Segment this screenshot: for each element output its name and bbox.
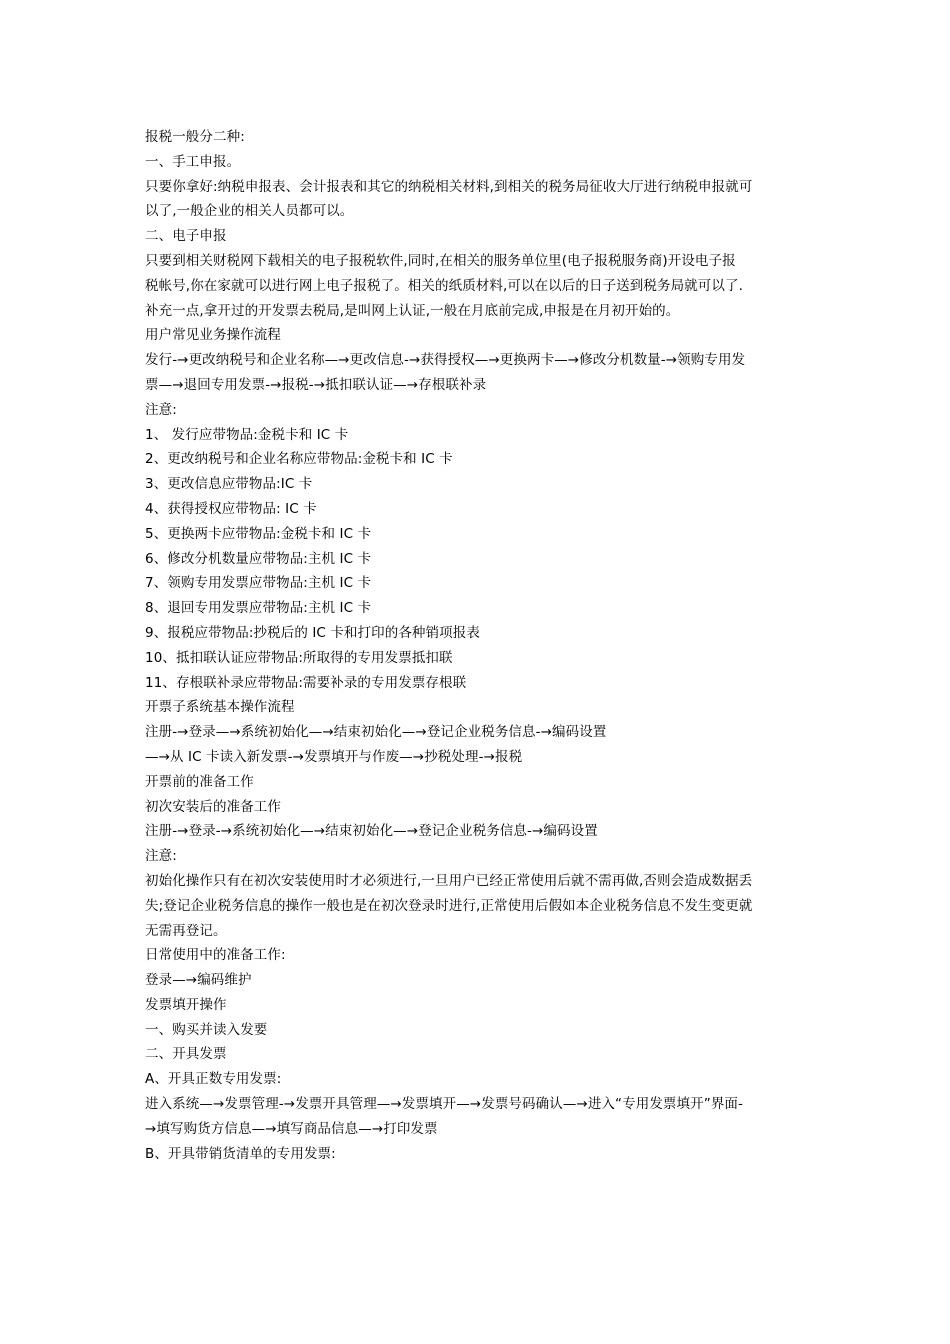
text-line: 用户常见业务操作流程 (145, 327, 281, 344)
text-line: 1、 发行应带物品:金税卡和 IC 卡 (145, 426, 349, 443)
text-line: 注册-→登录—→系统初始化—→结束初始化—→登记企业税务信息-→编码设置 (145, 724, 607, 741)
text-line: 进入系统—→发票管理-→发票开具管理—→发票填开—→发票号码确认—→进入“专用发票填开”界面- (145, 1096, 743, 1113)
text-line: 开票子系统基本操作流程 (145, 699, 295, 716)
text-line: 开票前的准备工作 (145, 773, 254, 790)
text-line: 8、退回专用发票应带物品:主机 IC 卡 (145, 600, 372, 617)
text-line: 7、领购专用发票应带物品:主机 IC 卡 (145, 575, 372, 592)
text-line: 二、电子申报 (145, 228, 227, 245)
text-line: 以了,一般企业的相关人员都可以。 (145, 203, 354, 220)
text-line: 税帐号,你在家就可以进行网上电子报税了。相关的纸质材料,可以在以后的日子送到税务局就可以了. (145, 277, 743, 294)
text-line: 一、手工申报。 (145, 153, 241, 170)
text-line: 3、更改信息应带物品:IC 卡 (145, 476, 313, 493)
text-line: 无需再登记。 (145, 922, 227, 939)
text-line: 发行-→更改纳税号和企业名称—→更改信息-→获得授权—→更换两卡—→修改分机数量-→领购专用发 (145, 352, 746, 369)
text-line: 5、更换两卡应带物品:金税卡和 IC 卡 (145, 525, 372, 542)
text-line: 4、获得授权应带物品: IC 卡 (145, 500, 317, 517)
text-line: 日常使用中的准备工作: (145, 947, 286, 964)
text-line: 2、更改纳税号和企业名称应带物品:金税卡和 IC 卡 (145, 451, 453, 468)
text-line: 补充一点,拿开过的开发票去税局,是叫网上认证,一般在月底前完成,申报是在月初开始的。 (145, 302, 680, 319)
text-line: 注意: (145, 401, 177, 418)
text-line: 只要到相关财税网下载相关的电子报税软件,同时,在相关的服务单位里(电子报税服务商)开设电子报 (145, 252, 736, 269)
text-line: 6、修改分机数量应带物品:主机 IC 卡 (145, 550, 372, 567)
text-line: A、开具正数专用发票: (145, 1071, 282, 1088)
document-body (145, 125, 813, 1166)
text-line: 初次安装后的准备工作 (145, 798, 281, 815)
text-line: 只要你拿好:纳税申报表、会计报表和其它的纳税相关材料,到相关的税务局征收大厅进行纳税申报就可 (145, 178, 753, 195)
text-line: 11、存根联补录应带物品:需要补录的专用发票存根联 (145, 674, 467, 691)
text-line: 票—→退回专用发票-→报税-→抵扣联认证—→存根联补录 (145, 376, 487, 393)
text-line: 发票填开操作 (145, 996, 227, 1013)
text-line: 9、报税应带物品:抄税后的 IC 卡和打印的各种销项报表 (145, 624, 480, 641)
text-line: 初始化操作只有在初次安装使用时才必须进行,一旦用户已经正常使用后就不需再做,否则会造成数据丢 (145, 872, 753, 889)
text-line: 登录—→编码维护 (145, 972, 252, 989)
text-line: 失;登记企业税务信息的操作一般也是在初次登录时进行,正常使用后假如本企业税务信息不发生变更就 (145, 897, 753, 914)
text-line: 一、购买并读入发要 (145, 1021, 268, 1038)
text-line: 二、开具发票 (145, 1046, 227, 1063)
text-line: —→从 IC 卡读入新发票-→发票填开与作废—→抄税处理-→报税 (145, 748, 523, 765)
text-line: 注意: (145, 848, 177, 865)
text-line: →填写购货方信息—→填写商品信息—→打印发票 (145, 1120, 438, 1137)
text-line: 注册-→登录-→系统初始化—→结束初始化—→登记企业税务信息-→编码设置 (145, 823, 598, 840)
text-line: B、开具带销货清单的专用发票: (145, 1145, 336, 1162)
text-line: 报税一般分二种: (145, 129, 245, 145)
text-line: 10、抵扣联认证应带物品:所取得的专用发票抵扣联 (145, 649, 453, 666)
